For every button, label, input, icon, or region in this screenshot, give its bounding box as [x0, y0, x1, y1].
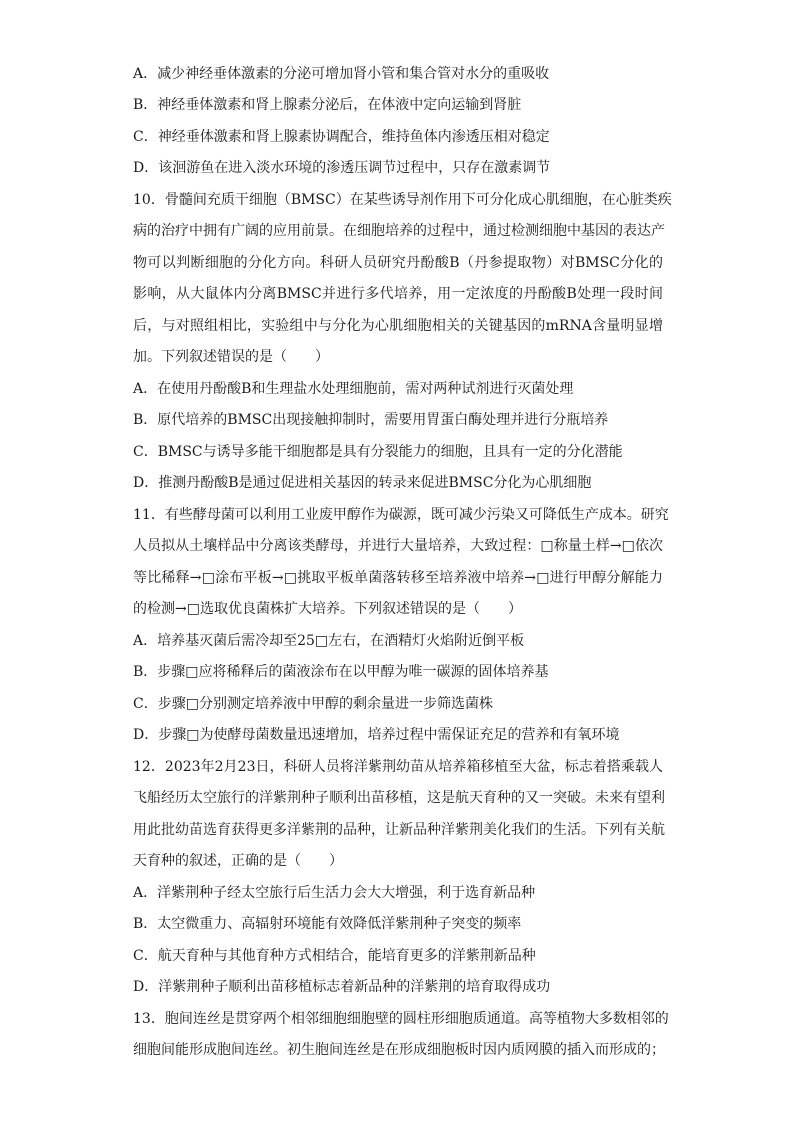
option-a-q11: A．培养基灭菌后需冷却至25□左右，在酒精灯火焰附近倒平板 — [133, 633, 525, 649]
question-12-line: 飞船经历太空旅行的洋紫荆种子顺利出苗移植，这是航天育种的又一突破。未来有望利 — [133, 790, 665, 806]
question-13-line: 13．胞间连丝是贯穿两个相邻细胞细胞壁的圆柱形细胞质通道。高等植物大多数相邻的 — [133, 1011, 669, 1027]
option-b-q9: B．神经垂体激素和肾上腺素分泌后，在体液中定向运输到肾脏 — [133, 97, 522, 113]
question-11-line: 的检测→□选取优良菌株扩大培养。下列叙述错误的是（ ） — [133, 601, 522, 617]
question-10-line: 物可以判断细胞的分化方向。科研人员研究丹酚酸B（丹参提取物）对BMSC分化的 — [133, 255, 663, 271]
question-10-line: 后，与对照组相比，实验组中与分化为心肌细胞相关的关键基因的mRNA含量明显增 — [133, 318, 663, 334]
option-b-q11: B．步骤□应将稀释后的菌液涂布在以甲醇为唯一碳源的固体培养基 — [133, 664, 549, 680]
question-10-line: 影响，从大鼠体内分离BMSC并进行多代培养，用一定浓度的丹酚酸B处理一段时间 — [133, 286, 663, 302]
question-13-line: 细胞间能形成胞间连丝。初生胞间连丝是在形成细胞板时因内质网膜的插入而形成的； — [133, 1042, 665, 1058]
option-a-q12: A．洋紫荆种子经太空旅行后生活力会大大增强，利于选育新品种 — [133, 885, 536, 901]
question-12-line: 用此批幼苗选育获得更多洋紫荆的品种，让新品种洋紫荆美化我们的生活。下列有关航 — [133, 822, 665, 838]
question-12-line: 12．2023年2月23日，科研人员将洋紫荆幼苗从培养箱移植至大盆，标志着搭乘载人 — [133, 759, 663, 775]
option-a-q9: A．减少神经垂体激素的分泌可增加肾小管和集合管对水分的重吸收 — [133, 66, 550, 82]
option-d-q10: D．推测丹酚酸B是通过促进相关基因的转录来促进BMSC分化为心肌细胞 — [133, 475, 592, 491]
question-10-line: 加。下列叙述错误的是（ ） — [133, 349, 329, 365]
option-c-q11: C．步骤□分别测定培养液中甲醇的剩余量进一步筛选菌株 — [133, 696, 493, 712]
option-d-q12: D．洋紫荆种子顺利出苗移植标志着新品种的洋紫荆的培育取得成功 — [133, 979, 551, 995]
question-11-line: 11．有些酵母菌可以利用工业废甲醇作为碳源，既可减少污染又可降低生产成本。研究 — [133, 507, 669, 523]
option-d-q9: D．该洄游鱼在进入淡水环境的渗透压调节过程中，只存在激素调节 — [133, 160, 551, 176]
option-c-q12: C．航天育种与其他育种方式相结合，能培育更多的洋紫荆新品种 — [133, 948, 536, 964]
option-b-q10: B．原代培养的BMSC出现接触抑制时，需要用胃蛋白酶处理并进行分瓶培养 — [133, 412, 609, 428]
question-11-line: 等比稀释→□涂布平板→□挑取平板单菌落转移至培养液中培养→□进行甲醇分解能力 — [133, 570, 663, 586]
option-c-q9: C．神经垂体激素和肾上腺素协调配合，维持鱼体内渗透压相对稳定 — [133, 129, 550, 145]
option-a-q10: A．在使用丹酚酸B和生理盐水处理细胞前，需对两种试剂进行灭菌处理 — [133, 381, 574, 397]
option-c-q10: C．BMSC与诱导多能干细胞都是具有分裂能力的细胞，且具有一定的分化潜能 — [133, 444, 623, 460]
option-d-q11: D．步骤□为使酵母菌数量迅速增加，培养过程中需保证充足的营养和有氧环境 — [133, 727, 620, 743]
option-b-q12: B．太空微重力、高辐射环境能有效降低洋紫荆种子突变的频率 — [133, 916, 522, 932]
question-10-line: 10．骨髓间充质干细胞（BMSC）在某些诱导剂作用下可分化成心肌细胞，在心脏类疾 — [133, 192, 672, 208]
question-11-line: 人员拟从土壤样品中分离该类酵母，并进行大量培养，大致过程：□称量土样→□依次 — [133, 538, 663, 554]
question-10-line: 病的治疗中拥有广阔的应用前景。在细胞培养的过程中，通过检测细胞中基因的表达产 — [133, 223, 665, 239]
question-12-line: 天育种的叙述，正确的是（ ） — [133, 853, 343, 869]
